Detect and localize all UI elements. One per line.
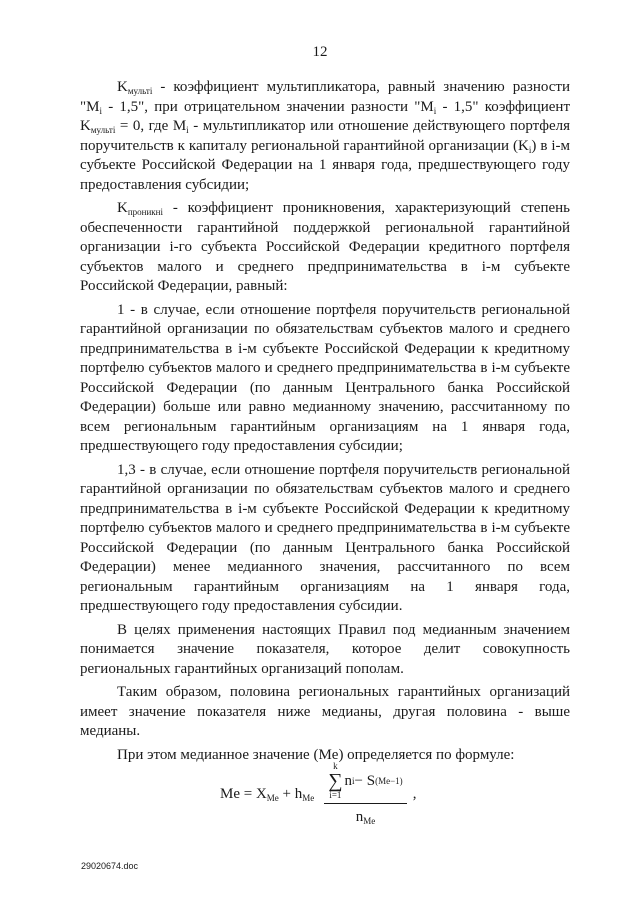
paragraph-median-halves: Таким образом, половина региональных гарантийных организаций имеет значение показателя ниже медианы, другая половина - выше медианы. <box>80 684 570 739</box>
paragraph-k-pronik <box>80 199 570 297</box>
text-run: - мультипликатор или отношение действующего портфеля поручительств к капиталу региональной гарантийной организации (K <box>80 118 570 154</box>
symbol-k: K <box>117 79 128 95</box>
subscript: i <box>433 105 437 116</box>
text-run: - 1,5", при отрицательном значении разности "M <box>101 98 434 115</box>
formula-text: n <box>344 772 353 789</box>
paragraph-case-1: 1 - в случае, если отношение портфеля поручительств региональной гарантийной организации по обязательствам субъектов малого и среднего предпринимательства в i-м субъекте Российской Федерации к кредитному портфелю субъектов малого и среднего предпринимательства в i-м субъекте Российской Федерации (по данным Центрального банка Российской Федерации) больше или равно медианному значению, рассчитанному по всем региональным гарантийным организациям на 1 января года, предшествующего году предоставления субсидии; <box>80 301 570 454</box>
formula-fraction <box>324 762 406 826</box>
text-run: - 1,5" коэффициент <box>436 98 570 115</box>
formula-text: Me = X <box>220 785 267 802</box>
subscript: Me <box>266 792 279 803</box>
subscript: i <box>99 105 102 116</box>
subscript: i <box>528 144 532 155</box>
formula-comma: , <box>412 785 417 802</box>
formula-text: n <box>355 809 364 825</box>
sum-lower-limit: i=1 <box>329 790 342 800</box>
subscript: мультi <box>90 125 116 135</box>
paragraph-case-1-3: 1,3 - в случае, если отношение портфеля поручительств региональной гарантийной организации по обязательствам субъектов малого и среднего предпринимательства в i-м субъекте Российской Федерации к кредитному портфелю субъектов малого и среднего предпринимательства в i-м субъекте Российской Федерации (по данным Центрального банка Российской Федерации) менее медианного значения, рассчитанного по всем региональным гарантийным организациям на 1 января года, предшествующего году предоставления субсидии. <box>80 461 570 614</box>
text-run: - коэффициент мультипликатора, равный значению разности "M <box>80 79 570 115</box>
sum-operator <box>328 762 342 800</box>
file-name-footer: 29020674.doc <box>81 861 139 871</box>
fraction-numerator: k ∑ i=1 n i − S (Me−1) <box>328 761 403 800</box>
subscript: проникні <box>127 207 163 217</box>
paragraph-formula-intro: При этом медианное значение (Me) определяется по формуле: <box>117 746 515 763</box>
formula-text: − S <box>354 772 376 789</box>
subscript: i <box>186 125 189 135</box>
sigma-symbol: ∑ <box>328 770 343 792</box>
median-formula <box>220 762 416 826</box>
fraction-denominator <box>356 804 376 826</box>
page-number: 12 <box>312 44 328 60</box>
formula-text: + h <box>278 785 303 802</box>
paragraph-k-multi <box>80 78 570 195</box>
document-body <box>80 78 570 769</box>
text-run: = 0, где M <box>115 118 187 134</box>
subscript: Me <box>302 792 315 803</box>
text-run: ) в i-м субъекте Российской Федерации на 1 января года, предшествующего году предоставления субсидии; <box>80 137 571 193</box>
subscript: Me <box>363 816 376 826</box>
subscript: мульті <box>127 86 153 96</box>
formula-lhs <box>220 786 314 803</box>
symbol-k: K <box>117 200 128 216</box>
symbol-k: K <box>80 118 91 134</box>
text-run: - коэффициент проникновения, характеризующий степень обеспеченности гарантийной поддержкой региональной гарантийной организации i-го субъекта Российской Федерации кредитного портфеля субъектов малого и среднего предпринимательства в i-м субъекте Российской Федерации, равный: <box>80 200 570 294</box>
paragraph-median-definition: В целях применения настоящих Правил под медианным значением понимается значение показателя, которое делит совокупность региональных гарантийных организаций пополам. <box>80 621 570 677</box>
sum-upper-limit: k <box>333 761 338 771</box>
